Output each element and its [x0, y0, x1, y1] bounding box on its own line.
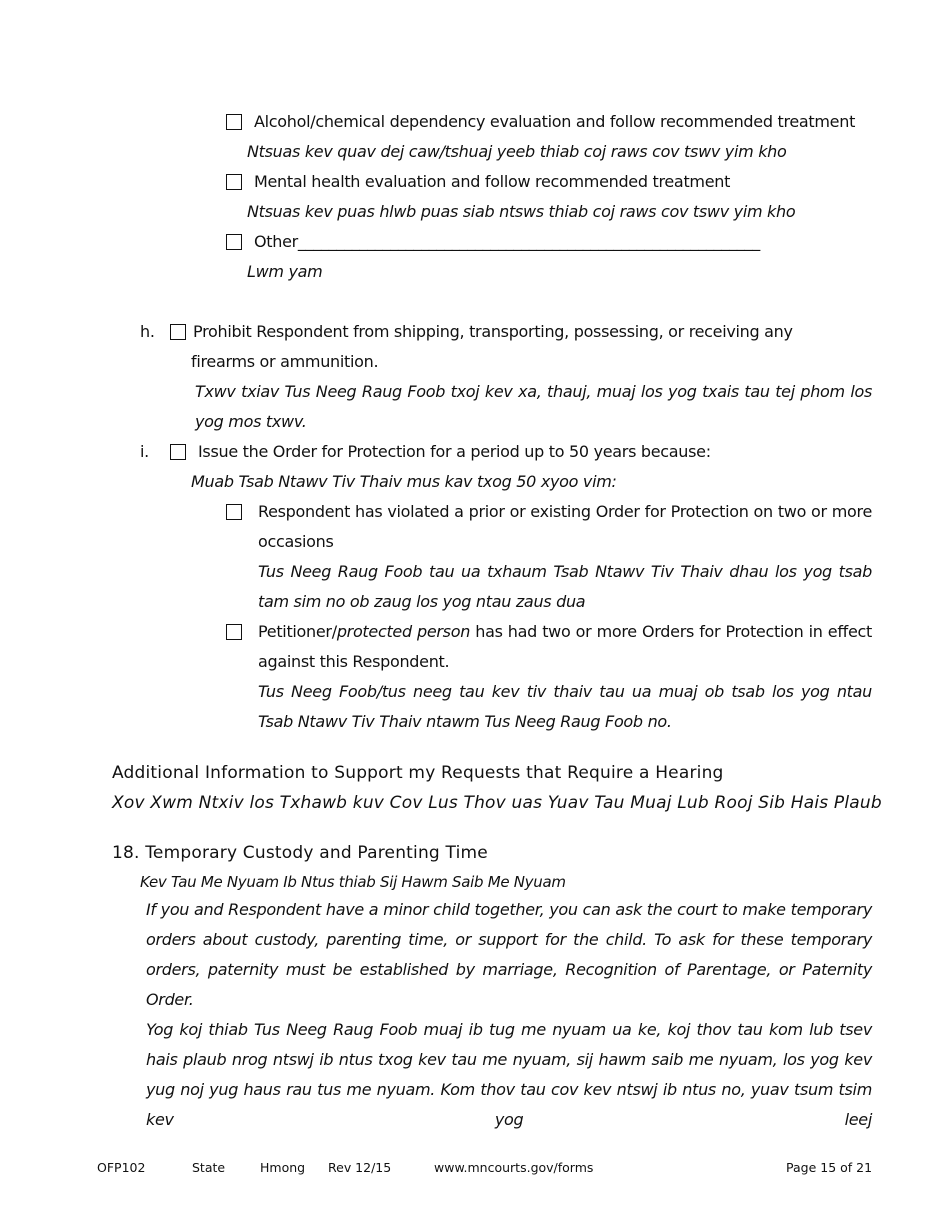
prohibit-firearms-text-line2: firearms or ammunition.: [191, 352, 379, 371]
item-i-marker: i.: [140, 442, 149, 461]
two-orders-text-before: Petitioner/: [258, 622, 337, 641]
mental-health-checkbox[interactable]: [226, 174, 242, 190]
mental-health-label: Mental health evaluation and follow recommended treatment: [254, 172, 731, 191]
section-18-title: 18. Temporary Custody and Parenting Time: [112, 843, 488, 863]
two-orders-text: [258, 617, 872, 677]
other-checkbox[interactable]: [226, 234, 242, 250]
violated-order-checkbox[interactable]: [226, 504, 242, 520]
two-orders-checkbox[interactable]: [226, 624, 242, 640]
prohibit-firearms-text-line1: Prohibit Respondent from shipping, transporting, possessing, or receiving any: [193, 322, 793, 341]
footer-url[interactable]: www.mncourts.gov/forms: [434, 1160, 594, 1175]
two-orders-translation: Tus Neeg Foob/tus neeg tau kev tiv thaiv tau ua muaj ob tsab los yog ntau Tsab Ntawv Tiv Thaiv ntawm Tus Neeg Raug Foob no.: [258, 682, 872, 731]
violated-order-text: Respondent has violated a prior or existing Order for Protection on two or more occasions: [258, 502, 872, 551]
alcohol-evaluation-translation: Ntsuas kev quav dej caw/tshuaj yeeb thiab coj raws cov tswv yim kho: [247, 142, 787, 161]
two-orders-text-after: has had two or more Orders for Protection in effect against this Respondent.: [258, 622, 873, 671]
alcohol-evaluation-label: Alcohol/chemical dependency evaluation and follow recommended treatment: [254, 112, 856, 131]
footer-form-number: OFP102: [97, 1160, 146, 1175]
other-label: Other____________________________________________________________: [254, 232, 760, 251]
additional-info-title: Additional Information to Support my Requests that Require a Hearing: [112, 763, 724, 783]
two-orders-text-italic: protected person: [336, 622, 471, 641]
mental-health-translation: Ntsuas kev puas hlwb puas siab ntsws thiab coj raws cov tswv yim kho: [247, 202, 796, 221]
footer-state: State: [192, 1160, 226, 1175]
fifty-year-order-checkbox[interactable]: [170, 444, 186, 460]
section-18-subtitle: Kev Tau Me Nyuam Ib Ntus thiab Sij Hawm Saib Me Nyuam: [140, 873, 566, 891]
other-translation: Lwm yam: [247, 262, 323, 281]
prohibit-firearms-translation: Txwv txiav Tus Neeg Raug Foob txoj kev xa, thauj, muaj los yog txais tau tej phom los yog mos txwv.: [195, 382, 872, 431]
fifty-year-order-text: Issue the Order for Protection for a period up to 50 years because:: [198, 442, 711, 461]
section-18-paragraph-english: If you and Respondent have a minor child together, you can ask the court to make temporary orders about custody, parenting time, or support for the child. To ask for these temporary orders, paternity must be established by marriage, Recognition of Parentage, or Paternity Order.: [146, 900, 872, 1009]
prohibit-firearms-checkbox[interactable]: [170, 324, 186, 340]
alcohol-evaluation-checkbox[interactable]: [226, 114, 242, 130]
footer-language: Hmong: [260, 1160, 306, 1175]
footer-revision: Rev 12/15: [328, 1160, 392, 1175]
violated-order-translation: Tus Neeg Raug Foob tau ua txhaum Tsab Ntawv Tiv Thaiv dhau los yog tsab tam sim no ob zaug los yog ntau zaus dua: [258, 562, 872, 611]
footer-page-number: Page 15 of 21: [786, 1160, 873, 1175]
item-h-marker: h.: [140, 322, 155, 341]
section-18-paragraph-hmong: Yog koj thiab Tus Neeg Raug Foob muaj ib tug me nyuam ua ke, koj thov tau kom lub tsev hais plaub nrog ntswj ib ntus txog kev tau me nyuam, sij hawm saib me nyuam, los yog kev yug noj yug haus rau tus me nyuam. Kom thov tau cov kev ntswj ib ntus no, yuav tsum tsim kev yog leej: [146, 1020, 872, 1129]
additional-info-translation: Xov Xwm Ntxiv los Txhawb kuv Cov Lus Thov uas Yuav Tau Muaj Lub Rooj Sib Hais Plaub: [112, 793, 882, 813]
fifty-year-order-translation: Muab Tsab Ntawv Tiv Thaiv mus kav txog 50 xyoo vim:: [191, 472, 617, 491]
